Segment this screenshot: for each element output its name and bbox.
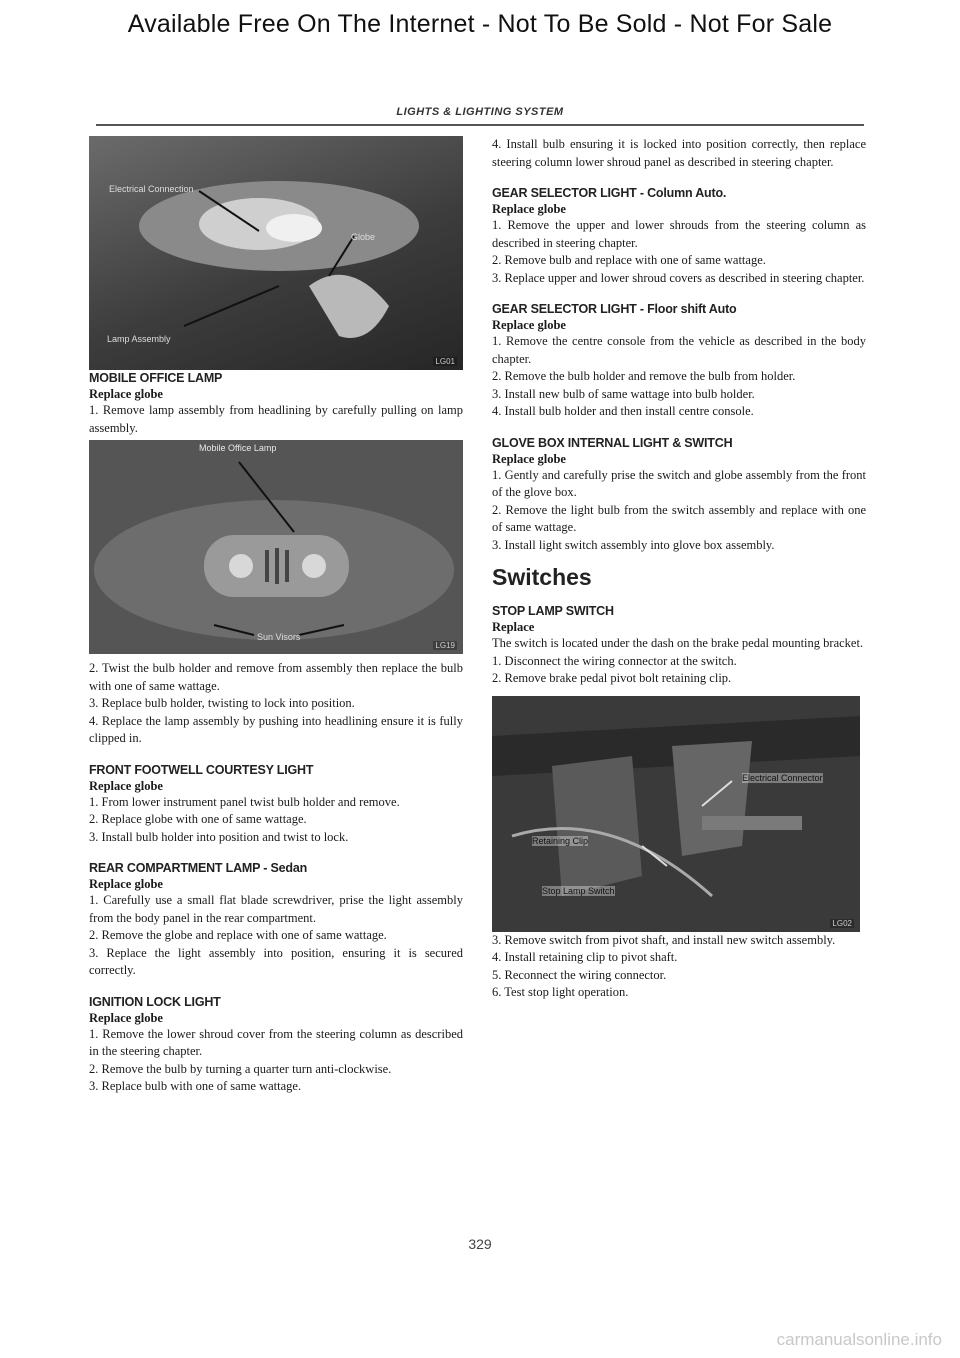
sub-mobile-office-lamp: Replace globe	[89, 387, 163, 401]
step-mobile-office-1: 1. Remove lamp assembly from headlining by carefully pulling on lamp assembly.	[89, 403, 463, 435]
step-mobile-office-4: 4. Replace the lamp assembly by pushing into headlining ensure it is fully clipped in.	[89, 713, 463, 745]
figure-1-label-2: Globe	[351, 232, 376, 242]
step-ignition-2: 2. Remove the bulb by turning a quarter turn anti-clockwise.	[89, 1061, 392, 1076]
heading-rear-compartment: REAR COMPARTMENT LAMP - Sedan	[89, 861, 308, 875]
sub-stop-lamp: Replace	[492, 620, 535, 634]
step-mobile-office-2: 2. Twist the bulb holder and remove from assembly then replace the bulb with one of same wattage.	[89, 661, 463, 693]
step-gear-column-2: 2. Remove bulb and replace with one of same wattage.	[492, 253, 766, 267]
step-gear-column-3: 3. Replace upper and lower shroud covers as described in steering chapter.	[492, 270, 865, 285]
heading-glove-box: GLOVE BOX INTERNAL LIGHT & SWITCH	[492, 435, 733, 450]
step-gear-column-1: 1. Remove the upper and lower shrouds from the steering column as described in steering chapter.	[492, 218, 866, 250]
heading-gear-floor: GEAR SELECTOR LIGHT - Floor shift Auto	[492, 302, 737, 316]
heading-ignition-lock: IGNITION LOCK LIGHT	[89, 994, 221, 1009]
running-head: LIGHTS & LIGHTING SYSTEM	[396, 106, 564, 118]
sub-front-footwell: Replace globe	[89, 778, 163, 793]
figure-mobile-office-location	[89, 440, 463, 654]
figure-3-label-1: Electrical Connector	[742, 772, 823, 783]
step-mobile-office-3: 3. Replace bulb holder, twisting to lock into position.	[89, 696, 355, 710]
sub-rear-compartment: Replace globe	[89, 877, 163, 891]
step-gear-floor-3: 3. Install new bulb of same wattage into bulb holder.	[492, 386, 755, 401]
figure-2-illustration	[89, 440, 463, 654]
step-rear-compartment-3: 3. Replace the light assembly into position, ensuring it is secured correctly.	[89, 945, 463, 977]
heading-gear-column: GEAR SELECTOR LIGHT - Column Auto.	[492, 186, 727, 200]
sub-gear-floor: Replace globe	[492, 318, 566, 332]
figure-1-label-1: Electrical Connection	[109, 184, 194, 194]
step-gear-floor-1: 1. Remove the centre console from the vehicle as described in the body chapter.	[492, 334, 866, 366]
step-stop-lamp-5: 5. Reconnect the wiring connector.	[492, 967, 667, 982]
step-stop-lamp-4: 4. Install retaining clip to pivot shaft.	[492, 950, 678, 964]
figure-mobile-office-lamp	[89, 136, 463, 370]
step-front-footwell-3: 3. Install bulb holder into position and twist to lock.	[89, 829, 349, 844]
step-rear-compartment-1: 1. Carefully use a small flat blade screwdriver, prise the light assembly from the body panel in the rear compartment.	[89, 893, 463, 925]
step-gear-floor-2: 2. Remove the bulb holder and remove the bulb from holder.	[492, 369, 796, 383]
step-stop-lamp-2: 2. Remove brake pedal pivot bolt retaining clip.	[492, 671, 732, 685]
sub-gear-column: Replace globe	[492, 202, 566, 216]
figure-3-label-3: Stop Lamp Switch	[542, 885, 615, 896]
step-stop-lamp-1: 1. Disconnect the wiring connector at the switch.	[492, 653, 737, 668]
figure-1-code: LG01	[435, 357, 455, 366]
sub-ignition-lock: Replace globe	[89, 1010, 163, 1025]
page-number: 329	[468, 1236, 492, 1252]
step-front-footwell-2: 2. Replace globe with one of same wattage.	[89, 812, 307, 826]
banner-notice: Available Free On The Internet - Not To Be Sold - Not For Sale	[127, 10, 833, 38]
step-gear-floor-4: 4. Install bulb holder and then install centre console.	[492, 404, 754, 418]
left-column	[89, 136, 463, 1096]
step-ignition-4: 4. Install bulb ensuring it is locked into position correctly, then replace steering column lower shroud panel as described in steering chapter.	[492, 137, 866, 169]
figure-3-label-2: Retaining Clip	[532, 835, 589, 846]
step-ignition-1: 1. Remove the lower shroud cover from the steering column as described in the steering chapter.	[89, 1026, 463, 1058]
right-column	[492, 136, 866, 1002]
figure-1-label-3: Lamp Assembly	[107, 334, 171, 344]
step-rear-compartment-2: 2. Remove the globe and replace with one of same wattage.	[89, 928, 387, 942]
stop-lamp-intro: The switch is located under the dash on the brake pedal mounting bracket.	[492, 636, 864, 650]
step-stop-lamp-3: 3. Remove switch from pivot shaft, and install new switch assembly.	[492, 932, 836, 947]
watermark: carmanualsonline.info	[776, 1330, 942, 1349]
figure-2-label-1: Mobile Office Lamp	[199, 443, 277, 453]
sub-glove-box: Replace globe	[492, 451, 566, 466]
step-stop-lamp-6: 6. Test stop light operation.	[492, 985, 629, 999]
step-glove-box-3: 3. Install light switch assembly into glove box assembly.	[492, 537, 775, 552]
heading-mobile-office-lamp: MOBILE OFFICE LAMP	[89, 371, 223, 385]
figure-3-code: LG02	[832, 918, 852, 928]
heading-front-footwell: FRONT FOOTWELL COURTESY LIGHT	[89, 762, 314, 777]
step-ignition-3: 3. Replace bulb with one of same wattage.	[89, 1079, 302, 1093]
step-glove-box-1: 1. Gently and carefully prise the switch and globe assembly from the front of the glove box.	[492, 467, 866, 499]
figure-2-code: LG19	[435, 641, 455, 650]
header-rule	[96, 124, 864, 126]
figure-stop-lamp-switch	[492, 696, 860, 932]
figure-2-label-2: Sun Visors	[257, 632, 301, 642]
heading-stop-lamp: STOP LAMP SWITCH	[492, 604, 614, 618]
step-glove-box-2: 2. Remove the light bulb from the switch assembly and replace with one of same wattage.	[492, 502, 866, 534]
section-title-switches: Switches	[492, 564, 592, 590]
step-front-footwell-1: 1. From lower instrument panel twist bulb holder and remove.	[89, 794, 400, 809]
figure-3-illustration	[492, 696, 860, 932]
